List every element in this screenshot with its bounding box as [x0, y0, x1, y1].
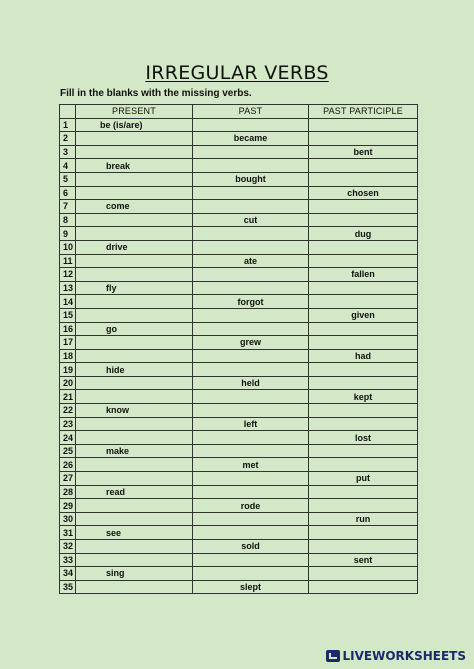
past-participle-cell[interactable] [309, 567, 418, 581]
row-number: 32 [60, 540, 76, 554]
table-row [60, 268, 418, 282]
present-cell[interactable] [76, 227, 193, 241]
past-cell[interactable] [193, 227, 309, 241]
past-cell[interactable] [193, 268, 309, 282]
table-row [60, 417, 418, 431]
past-cell: cut [193, 213, 309, 227]
table-row [60, 336, 418, 350]
past-participle-cell: chosen [309, 186, 418, 200]
past-cell[interactable] [193, 308, 309, 322]
table-row [60, 580, 418, 594]
table-row [60, 118, 418, 132]
table-row [60, 458, 418, 472]
past-cell[interactable] [193, 281, 309, 295]
table-row [60, 376, 418, 390]
past-cell: forgot [193, 295, 309, 309]
past-participle-cell[interactable] [309, 540, 418, 554]
past-cell[interactable] [193, 404, 309, 418]
row-number: 8 [60, 213, 76, 227]
past-cell: left [193, 417, 309, 431]
table-row [60, 295, 418, 309]
logo-text: LIVEWORKSHEETS [342, 649, 466, 663]
row-number: 12 [60, 268, 76, 282]
present-cell[interactable] [76, 254, 193, 268]
past-cell: held [193, 376, 309, 390]
row-number: 24 [60, 431, 76, 445]
table-row [60, 390, 418, 404]
header-past-participle: PAST PARTICIPLE [309, 105, 418, 119]
present-cell[interactable] [76, 512, 193, 526]
table-row [60, 281, 418, 295]
past-participle-cell[interactable] [309, 322, 418, 336]
past-cell: met [193, 458, 309, 472]
past-participle-cell[interactable] [309, 295, 418, 309]
table-row [60, 200, 418, 214]
table-row [60, 485, 418, 499]
row-number: 11 [60, 254, 76, 268]
row-number: 19 [60, 363, 76, 377]
row-number: 17 [60, 336, 76, 350]
table-row [60, 145, 418, 159]
past-participle-cell[interactable] [309, 376, 418, 390]
row-number: 31 [60, 526, 76, 540]
table-row [60, 472, 418, 486]
table-row [60, 227, 418, 241]
past-participle-cell: run [309, 512, 418, 526]
past-cell[interactable] [193, 472, 309, 486]
past-cell[interactable] [193, 485, 309, 499]
past-participle-cell[interactable] [309, 499, 418, 513]
past-participle-cell: kept [309, 390, 418, 404]
past-cell[interactable] [193, 390, 309, 404]
present-cell[interactable] [76, 172, 193, 186]
past-cell[interactable] [193, 186, 309, 200]
present-cell: break [76, 159, 193, 173]
past-cell[interactable] [193, 322, 309, 336]
present-cell[interactable] [76, 431, 193, 445]
present-cell[interactable] [76, 376, 193, 390]
verbs-table-body [60, 118, 418, 594]
past-participle-cell: fallen [309, 268, 418, 282]
past-participle-cell[interactable] [309, 213, 418, 227]
row-number: 20 [60, 376, 76, 390]
row-number: 13 [60, 281, 76, 295]
present-cell[interactable] [76, 349, 193, 363]
table-row [60, 499, 418, 513]
past-cell[interactable] [193, 159, 309, 173]
row-number: 18 [60, 349, 76, 363]
table-row [60, 159, 418, 173]
row-number: 6 [60, 186, 76, 200]
row-number: 4 [60, 159, 76, 173]
past-participle-cell: put [309, 472, 418, 486]
present-cell[interactable] [76, 308, 193, 322]
past-participle-cell[interactable] [309, 281, 418, 295]
row-number: 30 [60, 512, 76, 526]
present-cell[interactable] [76, 417, 193, 431]
table-row [60, 444, 418, 458]
present-cell[interactable] [76, 499, 193, 513]
table-row [60, 567, 418, 581]
past-participle-cell: sent [309, 553, 418, 567]
present-cell[interactable] [76, 145, 193, 159]
row-number: 9 [60, 227, 76, 241]
past-participle-cell[interactable] [309, 417, 418, 431]
past-participle-cell: bent [309, 145, 418, 159]
table-row [60, 240, 418, 254]
row-number: 25 [60, 444, 76, 458]
past-participle-cell[interactable] [309, 444, 418, 458]
table-row [60, 512, 418, 526]
table-row [60, 322, 418, 336]
past-participle-cell[interactable] [309, 580, 418, 594]
table-row [60, 172, 418, 186]
present-cell[interactable] [76, 390, 193, 404]
past-cell[interactable] [193, 526, 309, 540]
present-cell[interactable] [76, 580, 193, 594]
past-participle-cell: dug [309, 227, 418, 241]
present-cell[interactable] [76, 213, 193, 227]
row-number: 23 [60, 417, 76, 431]
row-number: 22 [60, 404, 76, 418]
row-number: 10 [60, 240, 76, 254]
row-number: 27 [60, 472, 76, 486]
row-number: 21 [60, 390, 76, 404]
row-number: 3 [60, 145, 76, 159]
instruction-text: Fill in the blanks with the missing verbs. [60, 88, 252, 99]
worksheet-title [0, 62, 474, 84]
row-number: 14 [60, 295, 76, 309]
present-cell: make [76, 444, 193, 458]
liveworksheets-logo [326, 649, 466, 663]
past-cell[interactable] [193, 118, 309, 132]
header-present: PRESENT [76, 105, 193, 119]
past-participle-cell[interactable] [309, 200, 418, 214]
present-cell[interactable] [76, 336, 193, 350]
past-participle-cell[interactable] [309, 458, 418, 472]
present-cell[interactable] [76, 458, 193, 472]
past-cell: bought [193, 172, 309, 186]
present-cell: read [76, 485, 193, 499]
past-cell[interactable] [193, 240, 309, 254]
present-cell[interactable] [76, 553, 193, 567]
table-row [60, 404, 418, 418]
present-cell: drive [76, 240, 193, 254]
worksheet-title-text: IRREGULAR VERBS [145, 62, 329, 84]
row-number: 33 [60, 553, 76, 567]
past-participle-cell[interactable] [309, 404, 418, 418]
present-cell: hide [76, 363, 193, 377]
past-participle-cell[interactable] [309, 254, 418, 268]
table-row [60, 308, 418, 322]
past-participle-cell[interactable] [309, 336, 418, 350]
past-participle-cell[interactable] [309, 132, 418, 146]
table-row [60, 553, 418, 567]
past-participle-cell: lost [309, 431, 418, 445]
past-participle-cell[interactable] [309, 159, 418, 173]
past-cell[interactable] [193, 512, 309, 526]
row-number: 29 [60, 499, 76, 513]
table-row [60, 363, 418, 377]
header-number [60, 105, 76, 119]
past-cell[interactable] [193, 363, 309, 377]
table-row [60, 431, 418, 445]
table-row [60, 540, 418, 554]
present-cell: fly [76, 281, 193, 295]
present-cell[interactable] [76, 268, 193, 282]
present-cell: go [76, 322, 193, 336]
past-participle-cell: had [309, 349, 418, 363]
past-cell: grew [193, 336, 309, 350]
row-number: 2 [60, 132, 76, 146]
row-number: 1 [60, 118, 76, 132]
table-row [60, 213, 418, 227]
table-row [60, 349, 418, 363]
table-row [60, 186, 418, 200]
past-cell: sold [193, 540, 309, 554]
past-participle-cell[interactable] [309, 240, 418, 254]
row-number: 15 [60, 308, 76, 322]
past-cell[interactable] [193, 145, 309, 159]
present-cell: sing [76, 567, 193, 581]
present-cell[interactable] [76, 295, 193, 309]
present-cell: come [76, 200, 193, 214]
past-cell[interactable] [193, 200, 309, 214]
present-cell[interactable] [76, 472, 193, 486]
past-cell[interactable] [193, 431, 309, 445]
past-participle-cell[interactable] [309, 526, 418, 540]
header-past: PAST [193, 105, 309, 119]
table-header-row [60, 105, 418, 119]
present-cell: know [76, 404, 193, 418]
past-cell: became [193, 132, 309, 146]
past-participle-cell[interactable] [309, 363, 418, 377]
table-row [60, 254, 418, 268]
present-cell[interactable] [76, 186, 193, 200]
past-participle-cell[interactable] [309, 172, 418, 186]
row-number: 35 [60, 580, 76, 594]
past-cell: ate [193, 254, 309, 268]
past-cell[interactable] [193, 567, 309, 581]
row-number: 26 [60, 458, 76, 472]
row-number: 28 [60, 485, 76, 499]
present-cell[interactable] [76, 132, 193, 146]
verbs-table [59, 104, 418, 594]
past-participle-cell[interactable] [309, 485, 418, 499]
past-cell[interactable] [193, 444, 309, 458]
past-cell: rode [193, 499, 309, 513]
liveworksheets-logo-icon [326, 650, 340, 662]
present-cell: be (is/are) [76, 118, 193, 132]
table-row [60, 132, 418, 146]
past-participle-cell: given [309, 308, 418, 322]
past-participle-cell[interactable] [309, 118, 418, 132]
past-cell[interactable] [193, 349, 309, 363]
row-number: 16 [60, 322, 76, 336]
past-cell: slept [193, 580, 309, 594]
present-cell[interactable] [76, 540, 193, 554]
present-cell: see [76, 526, 193, 540]
table-row [60, 526, 418, 540]
row-number: 7 [60, 200, 76, 214]
past-cell[interactable] [193, 553, 309, 567]
row-number: 34 [60, 567, 76, 581]
row-number: 5 [60, 172, 76, 186]
